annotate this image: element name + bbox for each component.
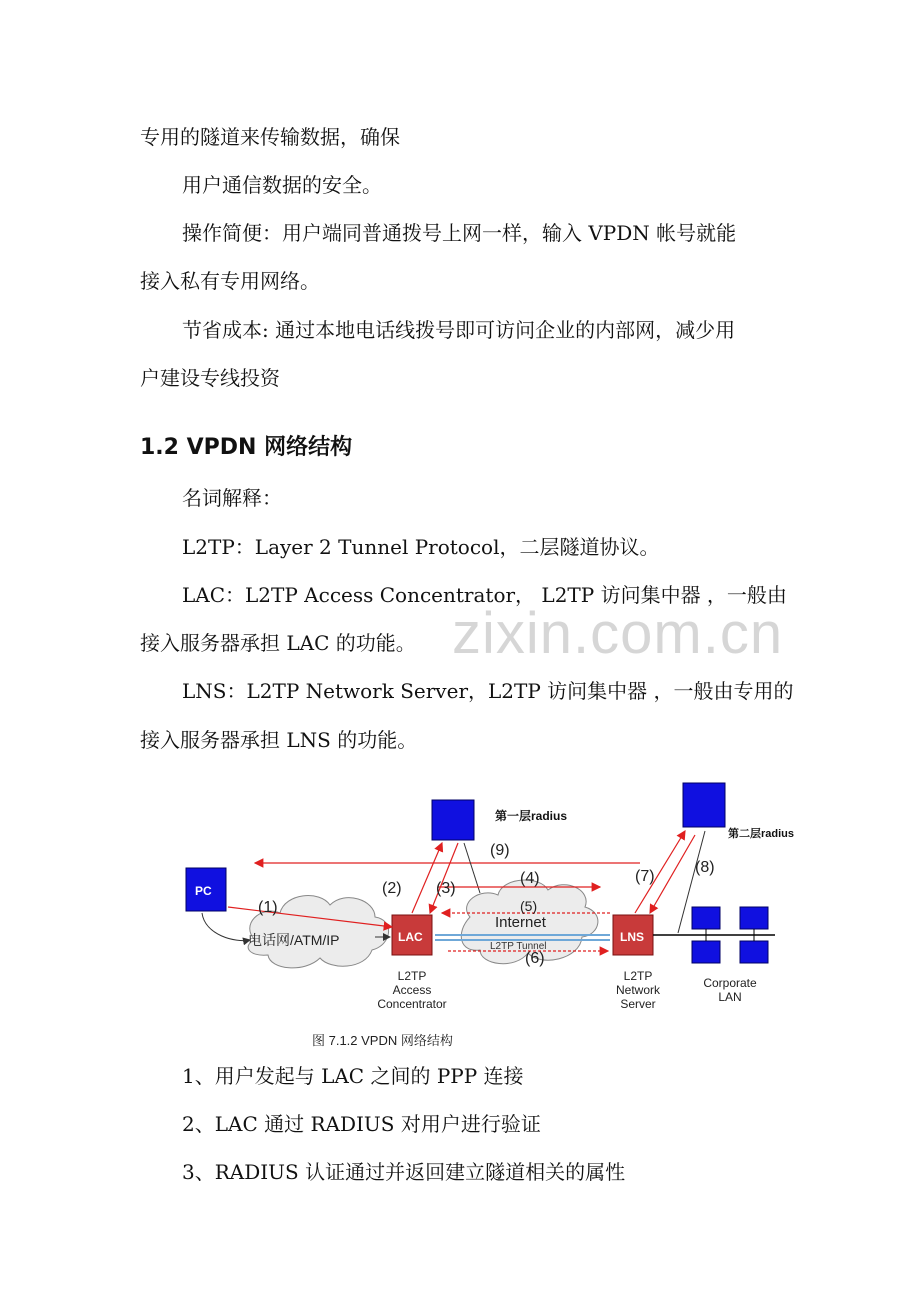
arrow-8	[650, 835, 695, 913]
definition-line: 接入服务器承担 LNS 的功能。	[140, 728, 418, 752]
step-label: (7)	[635, 868, 655, 885]
step-description: 1、用户发起与 LAC 之间的 PPP 连接	[182, 1064, 524, 1088]
definition-line: LNS：L2TP Network Server，L2TP 访问集中器 ，一般由专用的	[182, 679, 794, 703]
step-label: (5)	[520, 898, 538, 914]
paragraph: 专用的隧道来传输数据，确保	[140, 125, 400, 149]
lac-label: LAC	[398, 930, 423, 944]
lns-caption: Network	[615, 983, 661, 997]
figure-caption: 图 7.1.2 VPDN 网络结构	[312, 1033, 453, 1048]
lac-caption: L2TP	[397, 969, 427, 983]
paragraph: 户建设专线投资	[140, 366, 280, 390]
definition-line: LAC：L2TP Access Concentrator， L2TP 访问集中器 ，一般由	[182, 583, 787, 607]
arrow-2	[412, 843, 442, 913]
pc-label: PC	[195, 884, 212, 898]
radius1-link	[464, 843, 480, 893]
pc-cloud-link	[202, 913, 250, 941]
paragraph: 接入私有专用网络。	[140, 269, 320, 293]
paragraph: 节省成本: 通过本地电话线拨号即可访问企业的内部网，减少用	[182, 318, 736, 342]
step-label: (8)	[695, 859, 715, 876]
radius2-label: 第二层radius	[728, 828, 795, 840]
definition-line: L2TP：Layer 2 Tunnel Protocol，二层隧道协议。	[182, 535, 660, 559]
radius1-node	[432, 800, 474, 840]
lac-caption: Access	[392, 983, 432, 997]
arrow-3	[430, 843, 458, 913]
section-heading: 1.2 VPDN 网络结构	[140, 435, 353, 460]
lan-caption: LAN	[718, 990, 742, 1004]
watermark: zixin.com.cn	[452, 601, 784, 666]
vpdn-network-diagram	[180, 775, 820, 1025]
radius1-label: 第一层radius	[495, 809, 568, 823]
internet-label: Internet	[495, 914, 546, 931]
tunnel-label: L2TP Tunnel	[490, 941, 547, 952]
lns-caption: L2TP	[623, 969, 653, 983]
step-label: (9)	[490, 842, 510, 859]
lac-caption: Concentrator	[377, 997, 447, 1011]
step-label: (3)	[436, 880, 456, 897]
corporate-lan	[680, 907, 775, 963]
step-description: 2、LAC 通过 RADIUS 对用户进行验证	[182, 1112, 541, 1136]
lns-label: LNS	[620, 930, 644, 944]
paragraph: 用户通信数据的安全。	[182, 173, 382, 197]
paragraph: 操作简便：用户端同普通拨号上网一样，输入 VPDN 帐号就能	[182, 221, 737, 245]
step-label: (6)	[525, 950, 545, 967]
radius2-node	[683, 783, 725, 827]
step-description: 3、RADIUS 认证通过并返回建立隧道相关的属性	[182, 1160, 626, 1184]
lan-caption: Corporate	[703, 976, 757, 990]
lns-caption: Server	[620, 997, 656, 1011]
step-label: (1)	[258, 899, 278, 916]
cloud1-label: 电话网/ATM/IP	[248, 932, 340, 948]
definition-line: 接入服务器承担 LAC 的功能。	[140, 631, 416, 655]
step-label: (2)	[382, 880, 402, 897]
step-label: (4)	[520, 870, 540, 887]
definition-line: 名词解释：	[182, 486, 282, 510]
